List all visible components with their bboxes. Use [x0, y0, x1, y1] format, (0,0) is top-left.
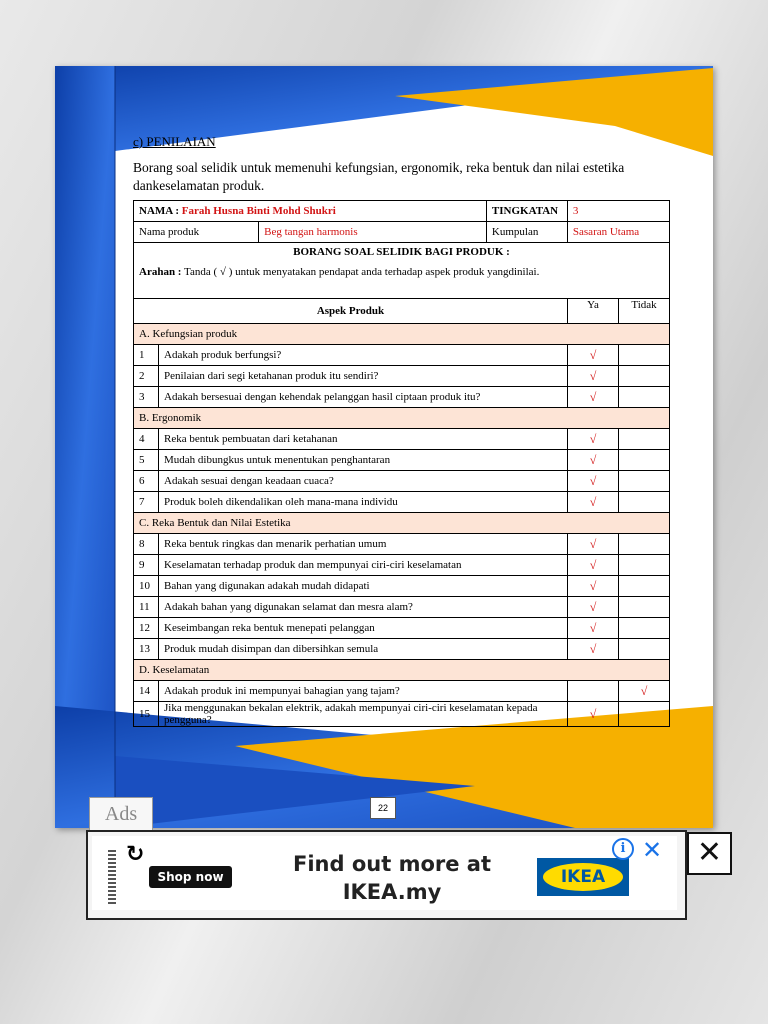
name-label: NAMA :	[139, 205, 180, 217]
item-number: 13	[134, 639, 159, 660]
item-number: 6	[134, 471, 159, 492]
table-row	[134, 429, 670, 450]
ads-label: Ads	[89, 797, 153, 831]
table-row	[134, 534, 670, 555]
item-question: Mudah dibungkus untuk menentukan penghantaran	[159, 450, 568, 471]
ad-headline: Find out more at IKEA.my	[293, 852, 491, 904]
item-question: Adakah bersesuai dengan kehendak pelanggan hasil ciptaan produk itu?	[159, 387, 568, 408]
item-number: 14	[134, 681, 159, 702]
instruction-label: Arahan :	[139, 266, 182, 278]
item-question: Reka bentuk pembuatan dari ketahanan	[159, 429, 568, 450]
ad-choices-close-icon[interactable]: ✕	[642, 836, 663, 864]
table-row	[134, 492, 670, 513]
no-tick	[619, 387, 670, 408]
table-row	[134, 471, 670, 492]
item-number: 9	[134, 555, 159, 576]
item-number: 12	[134, 618, 159, 639]
instruction-cell	[134, 243, 670, 299]
instruction-text: Tanda ( √ ) untuk menyatakan pendapat anda terhadap aspek produk yangdinilai.	[184, 266, 540, 278]
item-number: 7	[134, 492, 159, 513]
table-row	[134, 597, 670, 618]
section-title: B. Ergonomik	[134, 408, 670, 429]
refresh-icon: ↻	[126, 842, 145, 867]
table-row	[134, 702, 670, 727]
no-tick	[619, 492, 670, 513]
name-cell	[134, 201, 487, 222]
no-tick	[619, 471, 670, 492]
product-value: Beg tangan harmonis	[259, 222, 487, 243]
document-page	[55, 66, 713, 828]
ad-banner[interactable]	[86, 830, 687, 920]
ikea-logo-text: IKEA	[543, 863, 623, 891]
item-number: 1	[134, 345, 159, 366]
product-label: Nama produk	[134, 222, 259, 243]
section-title: C. Reka Bentuk dan Nilai Estetika	[134, 513, 670, 534]
no-header: Tidak	[619, 299, 670, 324]
yes-tick: √	[568, 492, 619, 513]
table-row	[134, 618, 670, 639]
ad-barcode-strip	[108, 850, 116, 906]
yes-tick: √	[568, 597, 619, 618]
table-row	[134, 681, 670, 702]
no-tick	[619, 345, 670, 366]
ad-info-icon[interactable]: i	[612, 838, 634, 860]
section-row	[134, 660, 670, 681]
item-number: 5	[134, 450, 159, 471]
table-row	[134, 366, 670, 387]
table-row	[134, 387, 670, 408]
aspect-header: Aspek Produk	[134, 299, 568, 324]
item-number: 4	[134, 429, 159, 450]
tingkatan-label: TINGKATAN	[486, 201, 567, 222]
ikea-logo	[537, 858, 629, 896]
yes-tick: √	[568, 618, 619, 639]
item-number: 11	[134, 597, 159, 618]
yes-tick: √	[568, 471, 619, 492]
name-value: Farah Husna Binti Mohd Shukri	[181, 205, 336, 217]
item-question: Jika menggunakan bekalan elektrik, adakah mempunyai ciri-ciri keselamatan kepada pengguna?	[159, 702, 568, 727]
yes-tick: √	[568, 387, 619, 408]
table-row	[134, 555, 670, 576]
yes-header: Ya	[568, 299, 619, 324]
no-tick	[619, 555, 670, 576]
intro-text: Borang soal selidik untuk memenuhi kefungsian, ergonomik, reka bentuk dan nilai estetika dankeselamatan produk.	[133, 160, 625, 193]
item-question: Keseimbangan reka bentuk menepati pelanggan	[159, 618, 568, 639]
item-question: Bahan yang digunakan adakah mudah didapati	[159, 576, 568, 597]
no-tick	[619, 366, 670, 387]
yes-tick: √	[568, 450, 619, 471]
section-title: A. Kefungsian produk	[134, 324, 670, 345]
yes-tick: √	[568, 429, 619, 450]
no-tick	[619, 576, 670, 597]
yes-tick: √	[568, 345, 619, 366]
no-tick	[619, 534, 670, 555]
item-number: 10	[134, 576, 159, 597]
shop-now-button[interactable]: Shop now	[149, 866, 232, 888]
page-number: 22	[370, 797, 396, 819]
item-question: Produk mudah disimpan dan dibersihkan semula	[159, 639, 568, 660]
no-tick: √	[619, 681, 670, 702]
survey-title: BORANG SOAL SELIDIK BAGI PRODUK :	[293, 246, 510, 258]
yes-tick: √	[568, 576, 619, 597]
no-tick	[619, 429, 670, 450]
yes-tick: √	[568, 366, 619, 387]
no-tick	[619, 450, 670, 471]
table-row	[134, 639, 670, 660]
close-ad-button[interactable]: ✕	[687, 832, 732, 875]
item-question: Adakah bahan yang digunakan selamat dan mesra alam?	[159, 597, 568, 618]
section-heading: c) PENILAIAN	[133, 134, 216, 149]
item-number: 15	[134, 702, 159, 727]
table-row	[134, 450, 670, 471]
no-tick	[619, 639, 670, 660]
item-question: Reka bentuk ringkas dan menarik perhatian umum	[159, 534, 568, 555]
group-value: Sasaran Utama	[567, 222, 669, 243]
item-number: 3	[134, 387, 159, 408]
no-tick	[619, 702, 670, 727]
section-row	[134, 324, 670, 345]
yes-tick: √	[568, 702, 619, 727]
section-title: D. Keselamatan	[134, 660, 670, 681]
yes-tick: √	[568, 555, 619, 576]
item-number: 8	[134, 534, 159, 555]
table-row	[134, 576, 670, 597]
item-question: Adakah produk ini mempunyai bahagian yang tajam?	[159, 681, 568, 702]
yes-tick	[568, 681, 619, 702]
item-question: Produk boleh dikendalikan oleh mana-mana individu	[159, 492, 568, 513]
section-row	[134, 513, 670, 534]
table-row	[134, 345, 670, 366]
no-tick	[619, 597, 670, 618]
section-row	[134, 408, 670, 429]
yes-tick: √	[568, 639, 619, 660]
item-number: 2	[134, 366, 159, 387]
group-label: Kumpulan	[486, 222, 567, 243]
item-question: Penilaian dari segi ketahanan produk itu sendiri?	[159, 366, 568, 387]
tingkatan-value: 3	[567, 201, 669, 222]
yes-tick: √	[568, 534, 619, 555]
survey-table	[133, 200, 670, 727]
no-tick	[619, 618, 670, 639]
item-question: Adakah produk berfungsi?	[159, 345, 568, 366]
item-question: Keselamatan terhadap produk dan mempunyai ciri-ciri keselamatan	[159, 555, 568, 576]
item-question: Adakah sesuai dengan keadaan cuaca?	[159, 471, 568, 492]
